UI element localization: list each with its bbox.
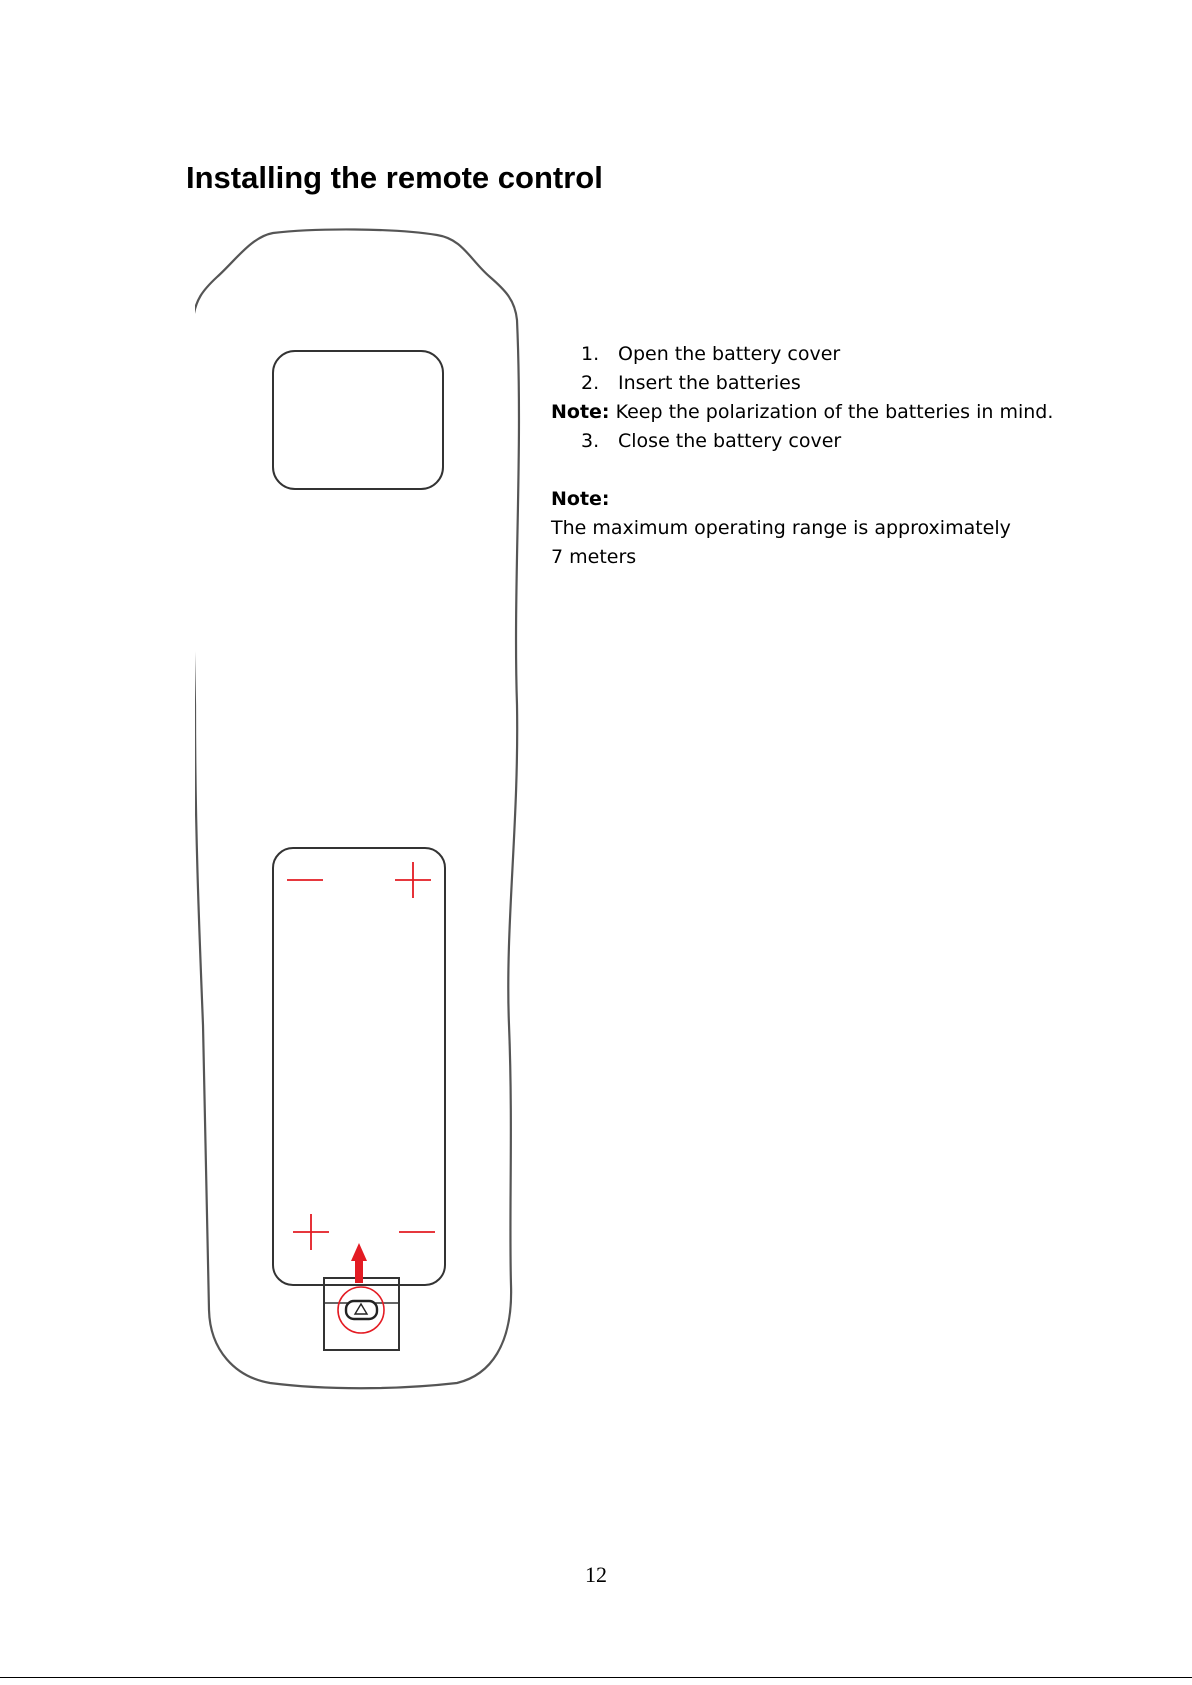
remote-control-illustration xyxy=(195,225,535,1400)
step-number: 3. xyxy=(581,430,600,452)
step-text: Close the battery cover xyxy=(618,430,842,452)
note-text: Keep the polarization of the batteries in mind. xyxy=(609,401,1054,423)
step-text: Open the battery cover xyxy=(618,343,841,365)
step-close-cover xyxy=(551,427,1071,456)
note-label: Note: xyxy=(551,401,610,423)
range-note-text: The maximum operating range is approximately 7 meters xyxy=(551,517,1011,568)
installation-instructions xyxy=(551,340,1071,572)
polarization-note xyxy=(551,398,1071,427)
battery-compartment xyxy=(273,848,445,1285)
step-text: Insert the batteries xyxy=(618,372,801,394)
step-number: 2. xyxy=(581,372,600,394)
remote-upper-window xyxy=(273,351,443,489)
footer-rule xyxy=(0,1677,1192,1678)
step-open-cover xyxy=(551,340,1071,369)
spacer xyxy=(551,456,1071,485)
step-insert-batteries xyxy=(551,369,1071,398)
step-number: 1. xyxy=(581,343,600,365)
page-title: Installing the remote control xyxy=(186,160,603,195)
page-number: 12 xyxy=(585,1562,607,1587)
range-note-label: Note: xyxy=(551,488,610,510)
